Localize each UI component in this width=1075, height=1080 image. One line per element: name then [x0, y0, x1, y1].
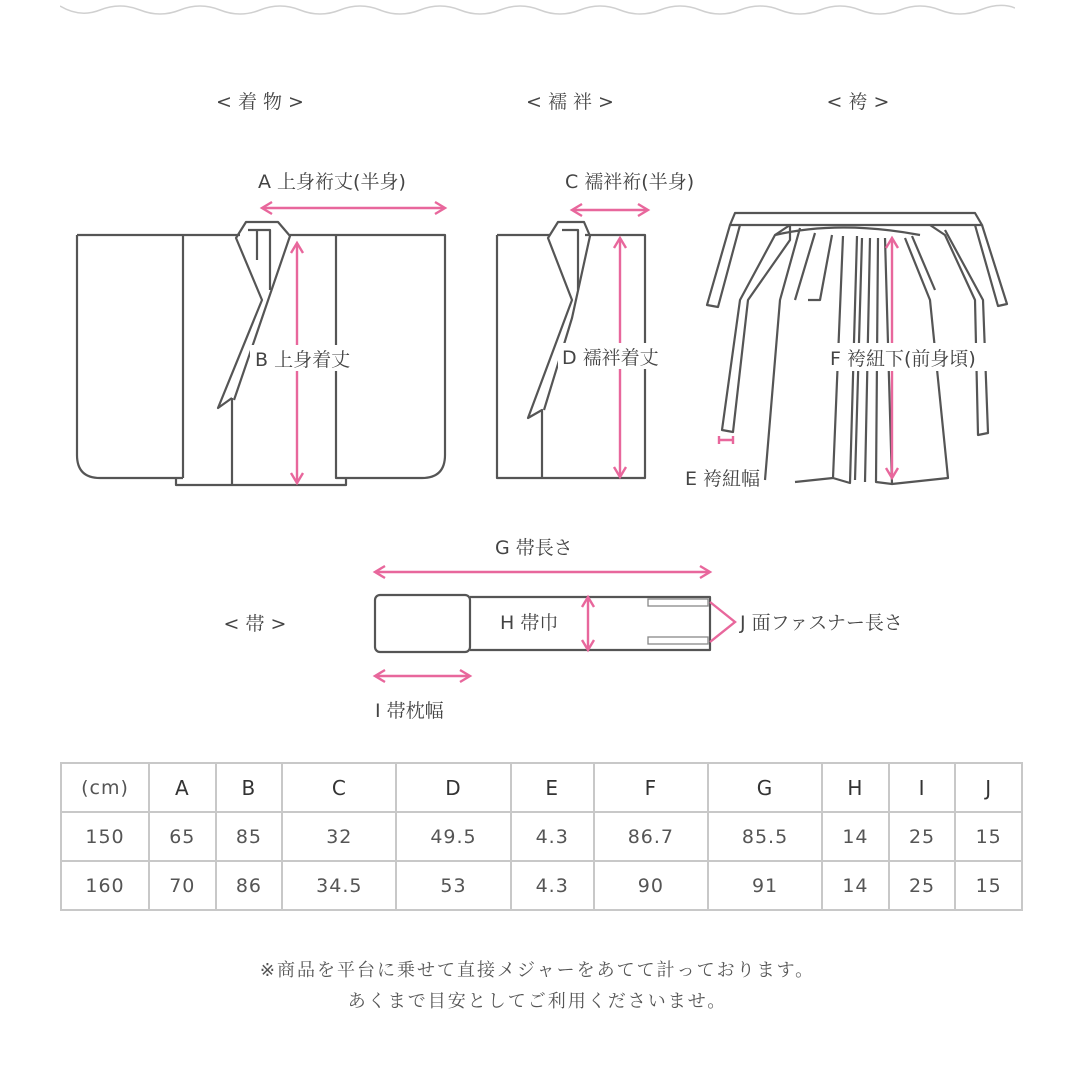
table-cell: 14 [822, 812, 889, 861]
table-cell: 90 [594, 861, 708, 910]
header-cell: E [511, 763, 594, 812]
table-cell: 85.5 [708, 812, 822, 861]
table-cell: 49.5 [396, 812, 510, 861]
header-cell: A [149, 763, 216, 812]
header-cell: I [889, 763, 956, 812]
table-cell: 53 [396, 861, 510, 910]
label-G: G 帯長さ [495, 537, 573, 559]
label-I: I 帯枕幅 [375, 700, 444, 722]
table-cell: 160 [61, 861, 149, 910]
label-C: C 襦袢裄(半身) [565, 171, 695, 193]
header-cell: C [282, 763, 396, 812]
table-cell: 150 [61, 812, 149, 861]
label-F: F 袴紐下(前身頃) [830, 348, 976, 370]
header-cell: D [396, 763, 510, 812]
table-cell: 25 [889, 812, 956, 861]
table-cell: 4.3 [511, 861, 594, 910]
marker-J [710, 602, 735, 642]
table-cell: 86 [216, 861, 283, 910]
disclaimer-note: あくまで目安としてご利用くださいませ。 [347, 991, 728, 1012]
table-cell: 91 [708, 861, 822, 910]
section-title-juban: < 襦 袢 > [526, 91, 614, 113]
table-cell: 70 [149, 861, 216, 910]
table-cell: 4.3 [511, 812, 594, 861]
label-J: J 面ファスナー長さ [740, 612, 903, 634]
header-cell: F [594, 763, 708, 812]
table-cell: 34.5 [282, 861, 396, 910]
table-cell: 15 [955, 812, 1022, 861]
label-B: B 上身着丈 [255, 349, 351, 371]
table-cell: 85 [216, 812, 283, 861]
table-row [61, 812, 1022, 861]
header-cell: J [955, 763, 1022, 812]
measurement-note: ※商品を平台に乗せて直接メジャーをあてて計っております。 [259, 960, 816, 981]
header-cell: B [216, 763, 283, 812]
label-E: E 袴紐幅 [685, 468, 761, 490]
label-A: A 上身裄丈(半身) [258, 171, 406, 193]
table-row [61, 861, 1022, 910]
section-title-obi: < 帯 > [223, 613, 287, 635]
table-header-row [61, 763, 1022, 812]
table-cell: 15 [955, 861, 1022, 910]
table-cell: 86.7 [594, 812, 708, 861]
label-D: D 襦袢着丈 [562, 347, 659, 369]
table-cell: 32 [282, 812, 396, 861]
table-cell: 14 [822, 861, 889, 910]
header-cell: (cm) [61, 763, 149, 812]
table-cell: 65 [149, 812, 216, 861]
size-table [60, 762, 1023, 911]
section-title-kimono: < 着 物 > [216, 91, 304, 113]
label-H: H 帯巾 [500, 612, 559, 634]
marker-E [719, 436, 733, 444]
header-cell: G [708, 763, 822, 812]
section-title-hakama: < 袴 > [826, 91, 890, 113]
header-cell: H [822, 763, 889, 812]
table-cell: 25 [889, 861, 956, 910]
